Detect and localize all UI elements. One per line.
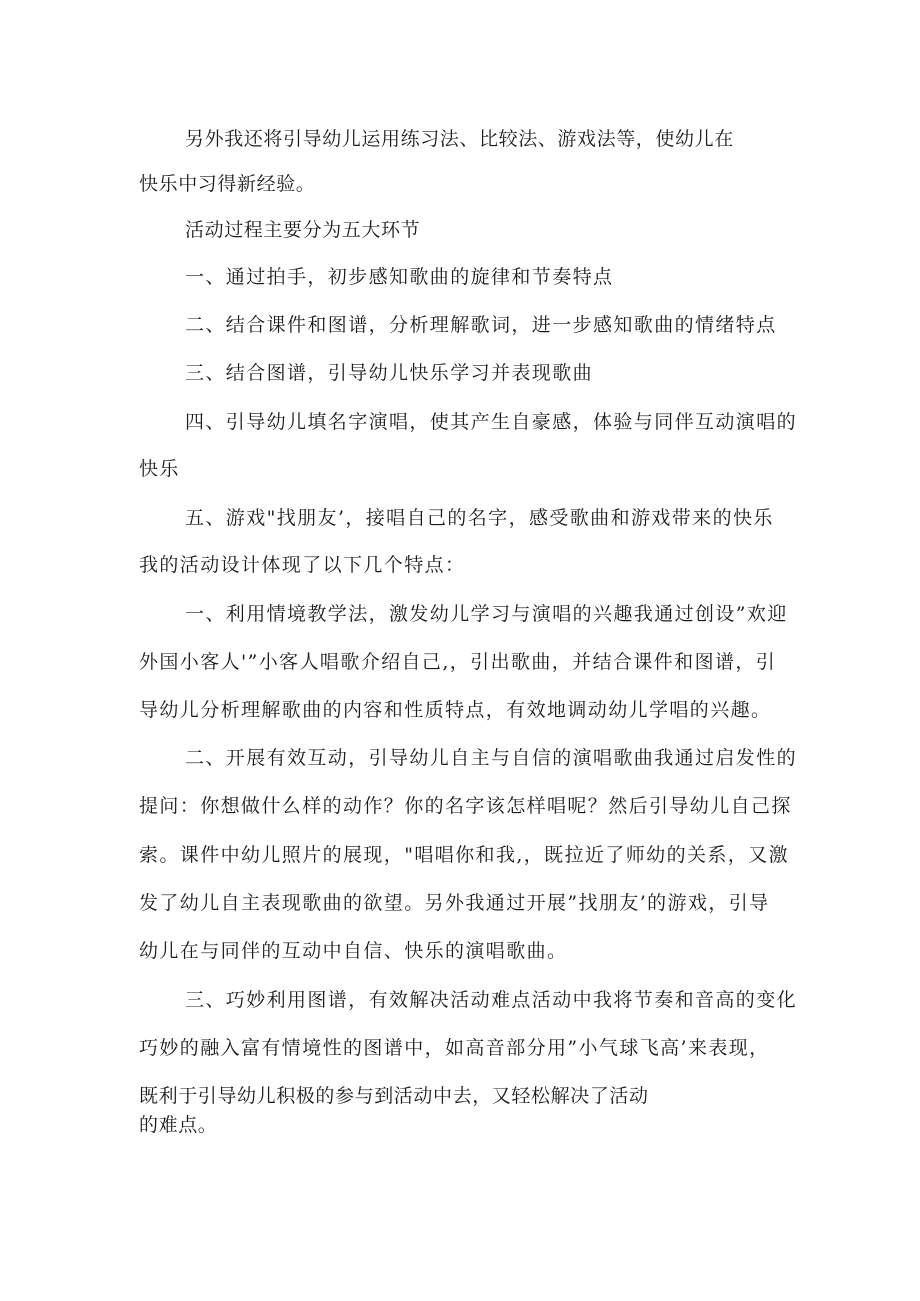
feature-3-line-1: 三、巧妙利用图谱，有效解决活动难点活动中我将节奏和音高的变化 — [185, 989, 798, 1011]
step-2: 二、结合课件和图谱，分析理解歌词，进一步感知歌曲的情绪特点 — [185, 314, 777, 336]
feature-1-line-1: 一、利用情境教学法，激发幼儿学习与演唱的兴趣我通过创设”欢迎 — [185, 603, 788, 625]
step-5: 五、游戏"找朋友’，接唱自己的名字，感受歌曲和游戏带来的快乐 — [185, 507, 774, 529]
feature-2-line-3: 索。课件中幼儿照片的展现，"唱唱你和我,，既拉近了师幼的关系，又激 — [139, 844, 789, 866]
feature-1-line-2: 外国小客人'”小客人唱歌介绍自己,，引出歌曲，并结合课件和图谱，引 — [139, 651, 777, 673]
paragraph-methods-line-2: 快乐中习得新经验。 — [139, 173, 316, 195]
feature-1-line-3: 导幼儿分析理解歌曲的内容和性质特点，有效地调动幼儿学唱的兴趣。 — [139, 699, 772, 721]
paragraph-methods-line-1: 另外我还将引导幼儿运用练习法、比较法、游戏法等，使幼儿在 — [185, 128, 734, 150]
feature-2-line-5: 幼儿在与同伴的互动中自信、快乐的演唱歌曲。 — [139, 940, 568, 962]
feature-3-line-2: 巧妙的融入富有情境性的图谱中，如高音部分用”小气球飞高’来表现， — [139, 1037, 770, 1059]
feature-3-line-4: 的难点。 — [139, 1114, 218, 1136]
step-4-line-2: 快乐 — [139, 458, 180, 480]
section-heading-activity-process: 活动过程主要分为五大环节 — [185, 219, 421, 241]
feature-2-line-1: 二、开展有效互动，引导幼儿自主与自信的演唱歌曲我通过启发性的 — [185, 747, 798, 769]
feature-3-line-3: 既利于引导幼儿积极的参与到活动中去，又轻松解决了活动 — [139, 1085, 649, 1107]
step-3: 三、结合图谱，引导幼儿快乐学习并表现歌曲 — [185, 362, 594, 384]
features-intro: 我的活动设计体现了以下几个特点： — [139, 554, 466, 576]
feature-2-line-4: 发了幼儿自主表现歌曲的欲望。另外我通过开展”找朋友’的游戏，引导 — [139, 892, 770, 914]
step-1: 一、通过拍手，初步感知歌曲的旋律和节奏特点 — [185, 266, 614, 288]
feature-2-line-2: 提问：你想做什么样的动作？你的名字该怎样唱呢？然后引导幼儿自己探 — [139, 795, 792, 817]
step-4-line-1: 四、引导幼儿填名字演唱，使其产生自豪感，体验与同伴互动演唱的 — [185, 411, 798, 433]
